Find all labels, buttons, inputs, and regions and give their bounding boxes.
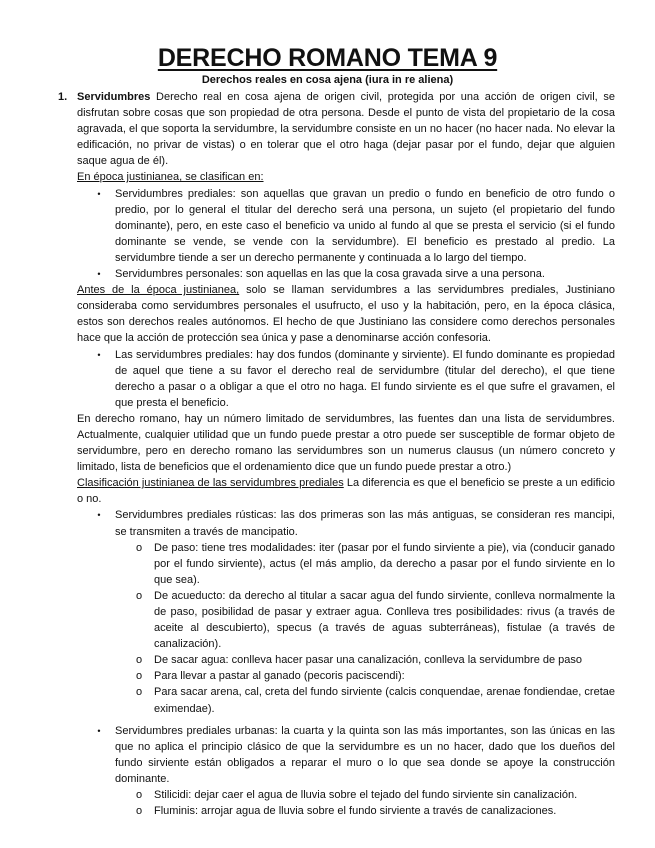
circle-bullet-icon: o <box>135 589 143 602</box>
bullet-icon: • <box>97 349 101 360</box>
sub-list-item-text: Stilicidi: dejar caer el agua de lluvia sobre el tejado del fundo sirviente sin canalización. <box>154 789 578 802</box>
section-number: 1. <box>58 91 68 103</box>
list-item-text: Servidumbres personales: son aquellas en las que la cosa gravada sirve a una persona. <box>115 268 545 281</box>
sub-list-item-text: De paso: tiene tres modalidades: iter (pasar por el fundo sirviente a pie), via (conducir ganado por el fundo sirviente), actus (el más amplio, da derecho a pasar por el fundo sirviente en lo que sea). <box>154 541 615 586</box>
clasificacion-text: La diferencia es que el beneficio se preste a un edificio o no. <box>77 477 616 506</box>
list-item <box>97 347 615 411</box>
numerus-clausus-paragraph: En derecho romano, hay un número limitado de servidumbres, las fuentes dan una lista de servidumbres. Actualmente, cualquier utilidad que un fundo puede prestar a otro puede ser susceptible de formar objeto de servidumbre, pero en derecho romano las servidumbres son un numerus clausus (un número concreto y limitado, lista de beneficios que el ordenamiento dice que un fundo puede prestar a otro.) <box>77 412 615 474</box>
circle-bullet-icon: o <box>135 805 143 818</box>
justinianea-label: En época justinianea, se clasifican en: <box>77 171 264 184</box>
bullet-icon: • <box>97 510 101 521</box>
bullet-icon: • <box>97 725 101 736</box>
antes-paragraph <box>77 282 615 346</box>
sub-list-item-text: Fluminis: arrojar agua de lluvia sobre el fundo sirviente a través de canalizaciones. <box>154 805 557 818</box>
sub-list-item <box>135 684 615 716</box>
sub-list-item-text: De sacar agua: conlleva hacer pasar una canalización, conlleva la servidumbre de paso <box>154 654 583 667</box>
list-item-text: Las servidumbres prediales: hay dos fundos (dominante y sirviente). El fundo dominante es propiedad de aquel que tiene a su favor el derecho real de servidumbre (titular del derecho), el que tiene derecho a pasar o a obligar a que el otro no haga. El fundo sirviente es el que sufre el gravamen, el que presta el beneficio. <box>115 348 615 409</box>
list-item <box>97 186 615 266</box>
justinianea-label-line <box>77 169 615 185</box>
sub-list-item-text: Para sacar arena, cal, creta del fundo sirviente (calcis conquendae, arenae fondiendae, cretae eximendae). <box>154 686 615 715</box>
sub-list-item <box>135 803 615 819</box>
sub-list-item-text: Para llevar a pastar al ganado (pecoris paciscendi): <box>154 670 405 683</box>
bullet-icon: • <box>97 188 101 199</box>
sub-list-item <box>135 588 615 652</box>
clasificacion-paragraph <box>77 475 615 507</box>
sub-list-item <box>135 668 615 684</box>
section-intro-text: Derecho real en cosa ajena de origen civil, protegida por una acción de origen civil, se disfrutan sobre cosas que son propiedad de otra persona. Desde el punto de vista del propietario de la cosa agravada, el que soporta la servidumbre, la servidumbre consiste en un no hacer (no hacer nada. No elevar la edificación, no privar de vistas) o en tolerar que el otro haga (dejar pasar por el fundo, dejar que alguien saque agua de él). <box>77 91 615 168</box>
sub-list-item <box>135 787 615 803</box>
bullet-icon: • <box>97 269 101 280</box>
clasificacion-label: Clasificación justinianea de las servidumbres prediales <box>77 477 344 490</box>
list-item-text: Servidumbres prediales rústicas: las dos primeras son las más antiguas, se consideran res mancipi, se transmiten a través de mancipatio. <box>115 509 615 538</box>
circle-bullet-icon: o <box>135 541 143 554</box>
list-item <box>97 266 615 282</box>
antes-label: Antes de la época justinianea, <box>77 284 240 297</box>
section-servidumbres <box>58 89 615 169</box>
list-item-text: Servidumbres prediales: son aquellas que gravan un predio o fundo en beneficio de otro fundo o predio, por lo general el titular del derecho será una persona, un sujeto (el propietario del fundo dominante), pero, en este caso el beneficio va unido al fundo al que se presta el servicio (si el fundo dominante se vende, se vende con la servidumbre). El beneficio es prestado al predio. La servidumbre tiende a ser un derecho permanente y continuada a lo largo del tiempo. <box>115 187 615 264</box>
list-item <box>97 723 615 787</box>
sub-list-item-text: De acueducto: da derecho al titular a sacar agua del fundo sirviente, conlleva normalmente la de paso, posibilidad de pasar y extraer agua. Conlleva tres posibilidades: rivus (a través de aceite al descubierto), specus (a través de aguas subterráneas), fistulae (a través de canalización). <box>154 589 615 651</box>
page-title: DERECHO ROMANO TEMA 9 <box>157 44 498 72</box>
circle-bullet-icon: o <box>135 670 143 683</box>
list-item-text: Servidumbres prediales urbanas: la cuarta y la quinta son las más importantes, son las únicas en las que no aplica el principio clásico de que la servidumbre es un no hacer, dado que los dueños del fundo sirviente están obligados a reparar el muro o lo que sea donde se apoye la construcción dominante. <box>115 724 615 785</box>
section-heading: Servidumbres <box>77 91 151 103</box>
sub-list-item <box>135 652 615 668</box>
document-body <box>0 89 655 819</box>
antes-text: solo se llaman servidumbres a las servidumbres prediales, Justiniano consideraba como servidumbres personales el usufructo, el uso y la habitación, pero, en la época clásica, estos son derechos reales autónomos. El hecho de que Justiniano las considere como derechos personales hace que la acción de protección sea única y pase a denominarse acción confesoria. <box>77 284 615 345</box>
circle-bullet-icon: o <box>135 686 143 699</box>
list-item <box>97 507 615 539</box>
page-subtitle: Derechos reales en cosa ajena (iura in re aliena) <box>201 74 454 86</box>
circle-bullet-icon: o <box>135 789 143 802</box>
sub-list-item <box>135 540 615 588</box>
circle-bullet-icon: o <box>135 654 143 667</box>
